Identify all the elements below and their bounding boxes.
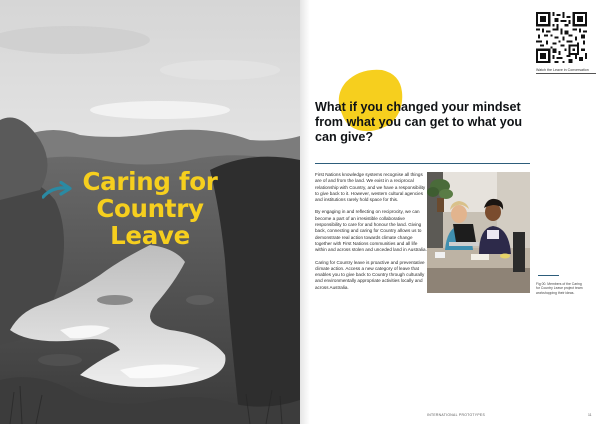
caption-rule (538, 275, 559, 276)
body-paragraph-1: First Nations knowledge systems recognise all things are of and from the land. We exist in a reciprocal relationship with Country, and we have a responsibility to give back to it. However, western cultural agencies and institutions rarely hold space for this. (315, 172, 426, 203)
question-heading: What if you changed your mindset from what you can get to what you can give? (315, 100, 523, 144)
cover-title-line-2: Country (96, 194, 204, 223)
qr-code-icon[interactable] (536, 12, 587, 63)
right-page (300, 0, 600, 424)
cover-title-line-3: Leave (110, 221, 190, 250)
footer-section-title: INTERNATIONAL PROTOTYPES (427, 413, 486, 417)
qr-caption: Watch the Leave in Conversation (536, 68, 596, 74)
workshop-photo (427, 172, 530, 293)
page-number: 11 (588, 413, 592, 417)
section-divider (315, 163, 530, 164)
cover-title-line-1: Caring for (82, 167, 218, 196)
arrow-right-icon (42, 181, 72, 199)
body-paragraph-3: Caring for Country leave is proactive and preventative climate action. Access a new category of leave that enables you to give back to Country through culturally and environmentally appropriate activities locally and across Australia. (315, 259, 425, 290)
body-paragraph-2: By engaging in and reflecting on reciprocity, we can become a part of an irresistible collaborative responsibility to care for and honour the land. Giving back, connecting and caring for Country allows us to demonstrate real action towards climate change together with First Nations communities and all life within and across stolen and unceded land in Australia. (315, 209, 427, 253)
photo-caption: Fig 00. Members of the Caring for Country Leave project team workshopping their ideas. (536, 282, 583, 295)
body-text (315, 172, 427, 297)
cover-title (70, 168, 230, 249)
